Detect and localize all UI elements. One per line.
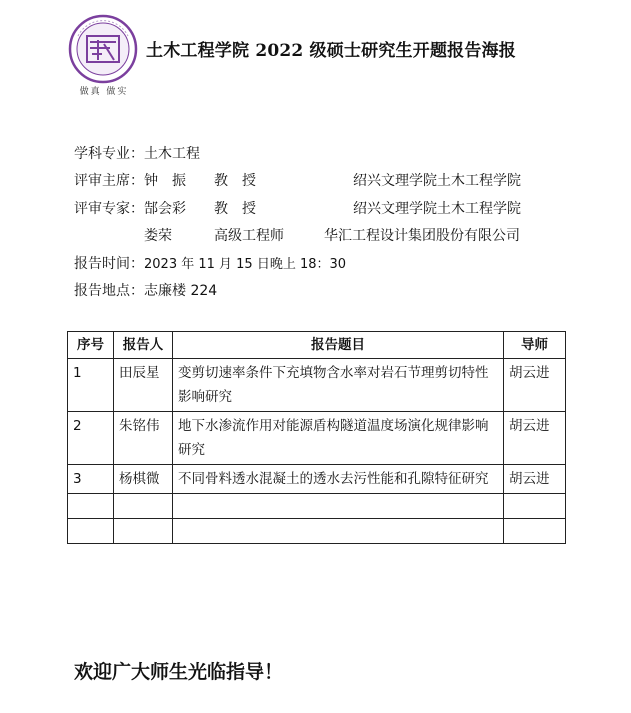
major-label: 学科专业： (74, 146, 144, 162)
expert1-org: 绍兴文理学院土木工程学院 (353, 201, 521, 217)
chair-title: 教 授 (214, 173, 256, 189)
row-topic: 地下水渗流作用对能源盾构隧道温度场演化规律影响研究 (173, 412, 504, 465)
place-value: 志廉楼 224 (144, 283, 218, 299)
chair-org: 绍兴文理学院土木工程学院 (353, 173, 521, 189)
table-row (68, 412, 566, 465)
row-topic: 变剪切速率条件下充填物含水率对岩石节理剪切特性影响研究 (173, 359, 504, 412)
table-header-row (68, 332, 566, 359)
row-no: 3 (68, 465, 114, 494)
row-no: 1 (68, 359, 114, 412)
page-title: 土木工程学院 2022 级硕士研究生开题报告海报 (146, 41, 516, 61)
info-expert-2 (74, 227, 574, 245)
header-reporter: 报告人 (114, 332, 173, 359)
chair-name: 钟 振 (144, 173, 186, 189)
row-reporter: 朱铭伟 (114, 412, 173, 465)
row-reporter: 杨棋微 (114, 465, 173, 494)
info-expert-1 (74, 200, 574, 218)
header-topic: 报告题目 (173, 332, 504, 359)
info-place (74, 282, 217, 300)
time-label: 报告时间： (74, 256, 144, 272)
expert2-title: 高级工程师 (214, 228, 284, 244)
info-chair (74, 172, 574, 190)
row-advisor: 胡云进 (504, 412, 566, 465)
row-no: 2 (68, 412, 114, 465)
expert1-title: 教 授 (214, 201, 256, 217)
header-no: 序号 (68, 332, 114, 359)
place-label: 报告地点： (74, 283, 144, 299)
time-value: 2023 年 11 月 15 日晚上 18：30 (144, 257, 347, 272)
experts-label: 评审专家： (74, 201, 144, 217)
expert1-name: 郜会彩 (144, 201, 186, 217)
header-advisor: 导师 (504, 332, 566, 359)
table-row-empty (68, 519, 566, 544)
logo-motto: 做真 做实 (79, 87, 129, 97)
table-row (68, 359, 566, 412)
info-time (74, 255, 346, 274)
row-advisor: 胡云进 (504, 359, 566, 412)
table-row-empty (68, 494, 566, 519)
welcome-message: 欢迎广大师生光临指导！ (74, 661, 284, 683)
table-row (68, 465, 566, 494)
report-table (67, 331, 566, 544)
row-advisor: 胡云进 (504, 465, 566, 494)
row-topic: 不同骨料透水混凝土的透水去污性能和孔隙特征研究 (173, 465, 504, 494)
expert2-name: 娄荣 (144, 228, 172, 244)
chair-label: 评审主席： (74, 173, 144, 189)
university-logo (68, 14, 138, 84)
info-major (74, 145, 200, 163)
expert2-org: 华汇工程设计集团股份有限公司 (324, 228, 520, 244)
row-reporter: 田辰星 (114, 359, 173, 412)
major-value: 土木工程 (144, 146, 200, 162)
